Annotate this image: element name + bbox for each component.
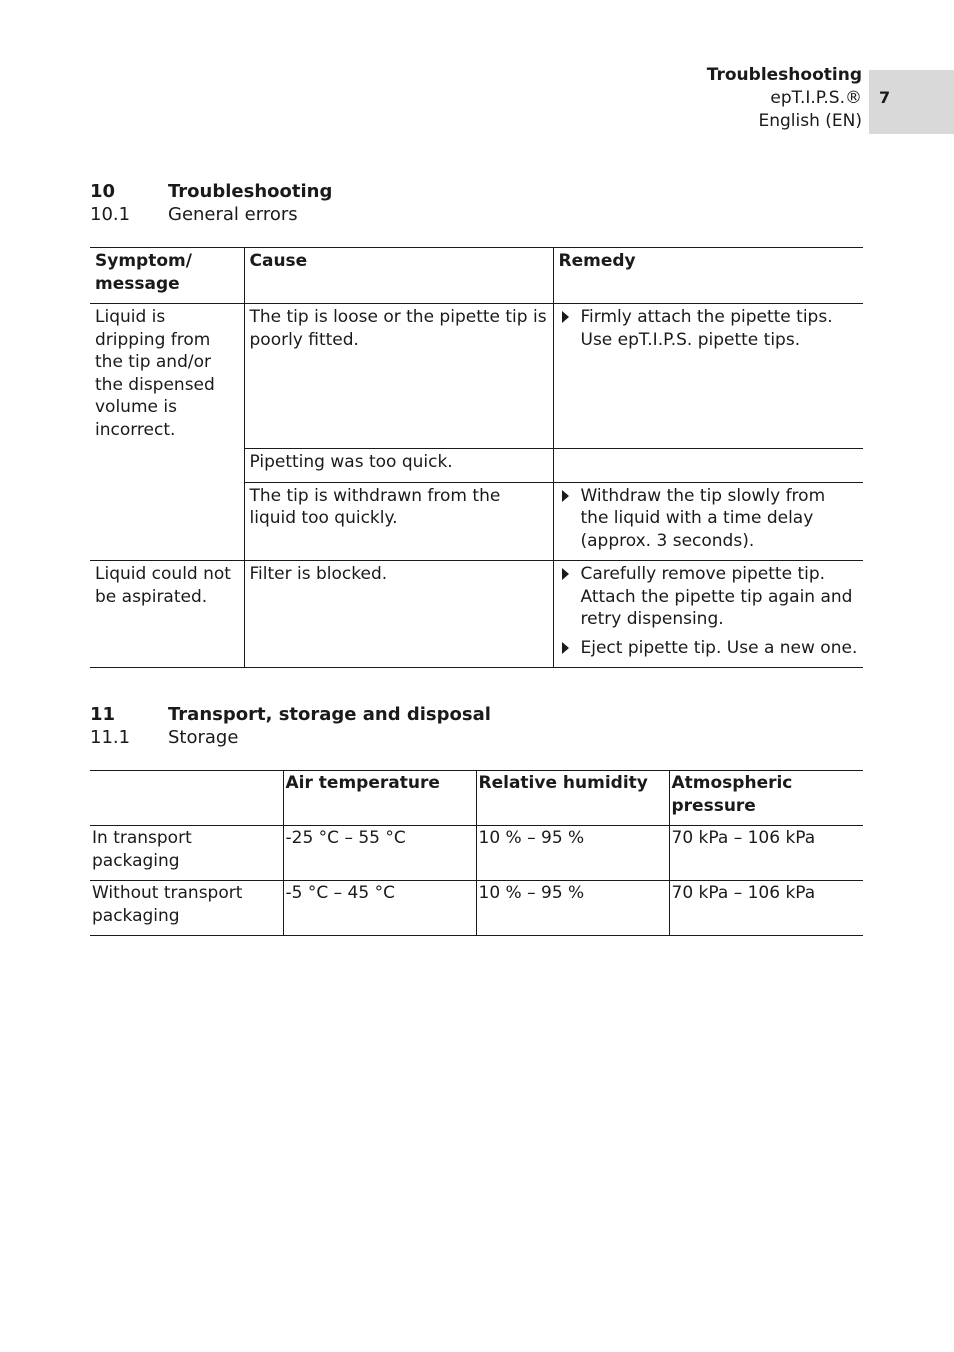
table-row (90, 561, 863, 668)
header-title: Troubleshooting (706, 65, 862, 85)
cause-cell: The tip is withdrawn from the liquid too quickly. (244, 482, 553, 561)
table-cell: 70 kPa – 106 kPa (669, 881, 863, 936)
table-header-row (90, 248, 863, 304)
running-header (707, 64, 862, 133)
header-language: English (EN) (758, 111, 862, 131)
remedy-item: Firmly attach the pipette tips. Use epT.I.P.S. pipette tips. (559, 306, 859, 351)
table-cell: 70 kPa – 106 kPa (669, 826, 863, 881)
column-header: Air temperature (283, 771, 476, 826)
cause-cell: The tip is loose or the pipette tip is poorly fitted. (244, 304, 553, 449)
cause-cell: Pipetting was too quick. (244, 449, 553, 483)
symptom-cell: Liquid could not be aspirated. (95, 564, 231, 607)
subsection-title: Storage (168, 727, 239, 748)
cause-cell: Filter is blocked. (244, 561, 553, 668)
page-number-tab (869, 70, 954, 134)
column-header: Symptom/ message (95, 251, 192, 294)
table-cell: In transport packaging (92, 828, 192, 871)
section-10-heading (90, 180, 332, 226)
column-header: Atmospheric pressure (669, 771, 863, 826)
subsection-number: 11.1 (90, 727, 131, 748)
section-number: 11 (90, 704, 116, 725)
header-product: epT.I.P.S.® (770, 88, 862, 108)
arrow-right-icon (562, 490, 569, 502)
section-11-heading (90, 703, 491, 749)
column-header: Cause (244, 248, 553, 304)
arrow-right-icon (562, 642, 569, 654)
remedy-cell (553, 482, 863, 561)
table-cell: -5 °C – 45 °C (283, 881, 476, 936)
general-errors-table (90, 247, 863, 668)
table-cell: Without transport packaging (92, 883, 243, 926)
symptom-cell: Liquid is dripping from the tip and/or the dispensed volume is incorrect. (95, 307, 215, 440)
column-header: Relative humidity (476, 771, 669, 826)
remedy-cell (553, 449, 863, 483)
remedy-cell (553, 561, 863, 668)
table-row (90, 881, 863, 936)
subsection-title: General errors (168, 204, 298, 225)
table-cell: 10 % – 95 % (476, 826, 669, 881)
remedy-item: Carefully remove pipette tip. Attach the pipette tip again and retry dispensing. (559, 563, 859, 631)
page-number: 7 (879, 88, 891, 107)
table-cell: 10 % – 95 % (476, 881, 669, 936)
section-title: Transport, storage and disposal (168, 704, 491, 725)
column-header (90, 771, 283, 826)
column-header: Remedy (553, 248, 863, 304)
section-number: 10 (90, 181, 116, 202)
arrow-right-icon (562, 311, 569, 323)
table-row (90, 826, 863, 881)
remedy-item: Eject pipette tip. Use a new one. (559, 637, 859, 660)
section-title: Troubleshooting (168, 181, 333, 202)
remedy-cell (553, 304, 863, 449)
table-header-row (90, 771, 863, 826)
arrow-right-icon (562, 568, 569, 580)
remedy-item: Withdraw the tip slowly from the liquid with a time delay (approx. 3 seconds). (559, 485, 859, 553)
storage-table (90, 770, 863, 936)
table-row (90, 304, 863, 449)
subsection-number: 10.1 (90, 204, 131, 225)
table-cell: -25 °C – 55 °C (283, 826, 476, 881)
